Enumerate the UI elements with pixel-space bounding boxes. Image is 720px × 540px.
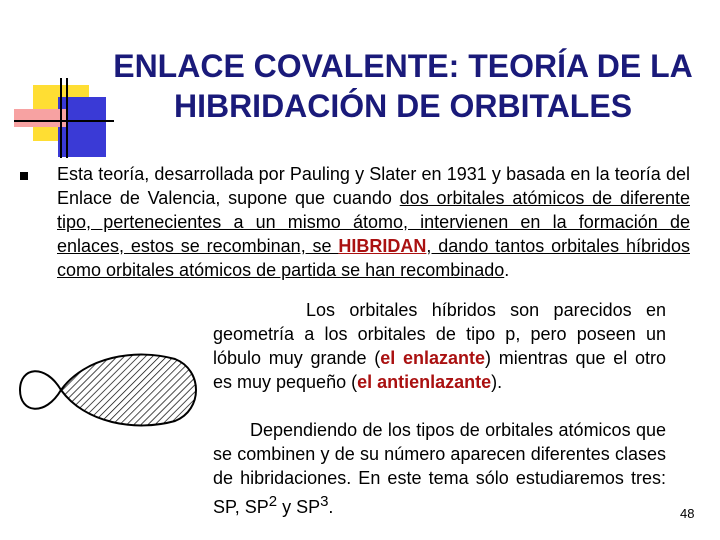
superscript: 2 <box>268 493 278 510</box>
text-span: ). <box>491 372 503 392</box>
antibonding-lobe-label: el antienlazante <box>357 372 492 392</box>
underlined-text: , dando tantos orbitales híbridos como orbitales atómicos de partida se han recombinado <box>57 236 690 280</box>
slide-title: ENLACE COVALENTE: TEORÍA DE LA HIBRIDACIÓN DE ORBITALES <box>113 48 693 124</box>
text-span: y SP <box>277 497 321 517</box>
antibonding-lobe <box>20 371 61 409</box>
bullet-marker <box>20 172 28 180</box>
decor-line <box>14 120 114 122</box>
intro-paragraph <box>57 162 690 282</box>
bonding-lobe <box>61 355 196 426</box>
text-span: Dependiendo de los tipos de orbitales atómicos que se combinen y de su número aparecen diferentes clases de hibridaciones. En este tema sólo estudiaremos tres: SP, SP <box>213 420 666 517</box>
page-number: 48 <box>680 506 695 521</box>
text-span: Los orbitales híbridos son parecidos en geometría a los orbitales de tipo p, pero poseen un lóbulo muy grande ( <box>213 300 666 368</box>
text-span: . <box>328 497 334 517</box>
hybridization-types-paragraph <box>213 418 666 519</box>
text-span: Esta teoría, desarrollada por Pauling y Slater en 1931 y basada en la teoría del Enlace de Valencia, supone que cuando <box>57 164 690 208</box>
decor-red-bar <box>14 109 66 127</box>
decor-line <box>66 78 68 158</box>
hibridan-keyword: HIBRIDAN <box>338 236 427 256</box>
decor-line <box>60 78 62 158</box>
text-span: . <box>504 260 510 280</box>
orbital-description-paragraph <box>213 298 666 394</box>
bonding-lobe-label: el enlazante <box>380 348 486 368</box>
text-span: ) mientras que el otro es muy pequeño ( <box>213 348 666 392</box>
superscript: 3 <box>320 493 329 510</box>
hybrid-orbital-diagram <box>15 345 200 435</box>
underlined-text: dos orbitales atómicos de diferente tipo, pertenecientes a un mismo átomo, intervienen en la formación de enlaces, estos se recombinan, se <box>57 188 690 256</box>
